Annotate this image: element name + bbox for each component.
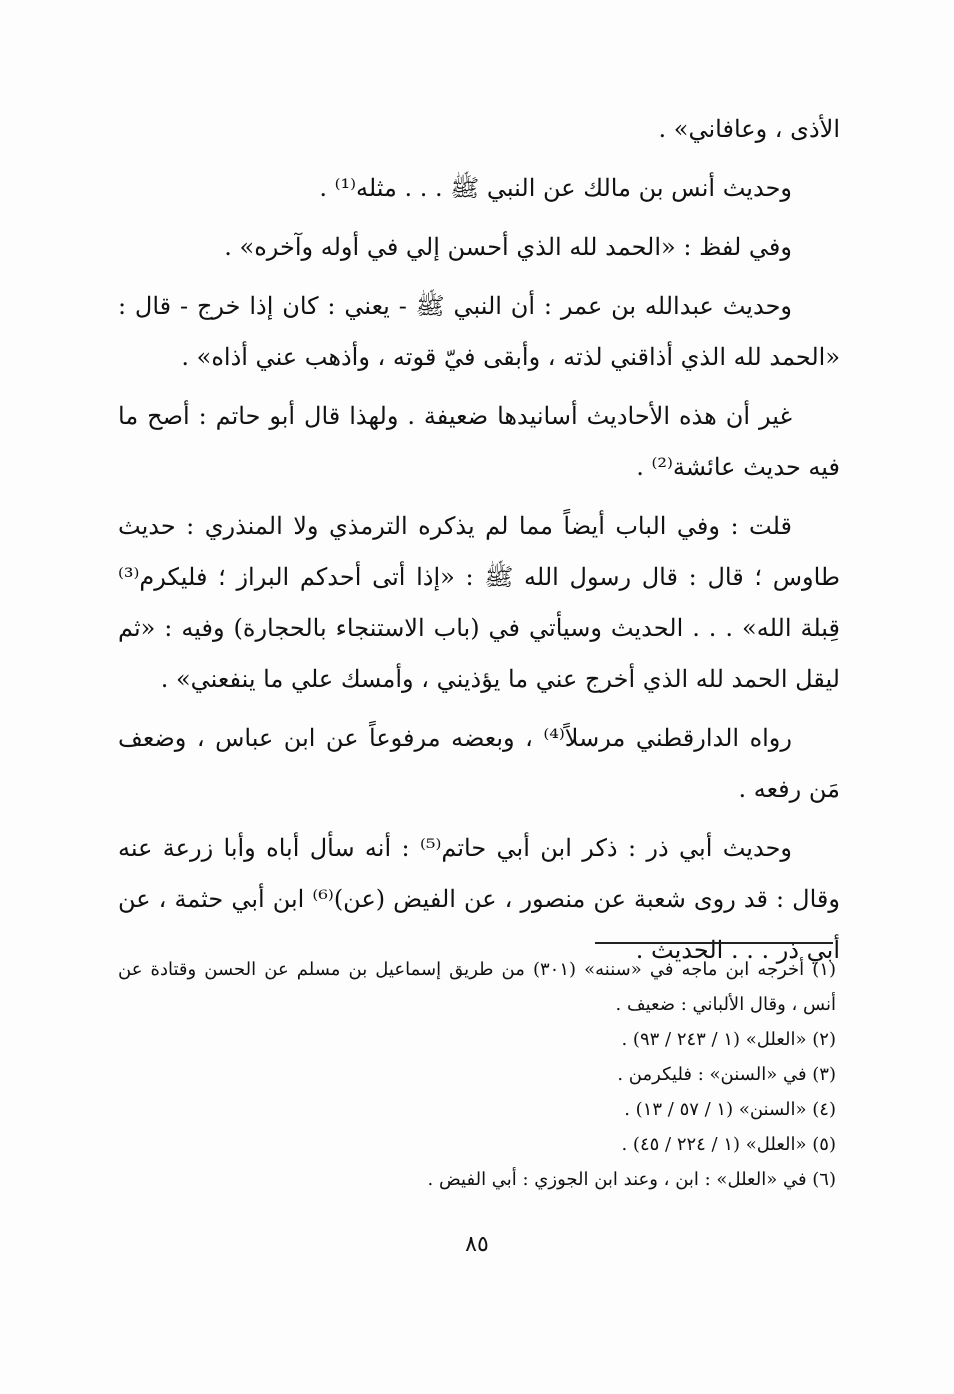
footnote-4: (٤) «السنن» (١ / ٥٧ / ١٣) . <box>624 1099 836 1120</box>
paragraph-daraqutni: رواه الدارقطني مرسلاً⁽⁴⁾ ، وبعضه مرفوعاً عن ابن عباس ، وضعف مَن رفعه . <box>118 724 840 803</box>
paragraph-abu-dharr-hadith: وحديث أبي ذر : ذكر ابن أبي حاتم⁽⁵⁾ : أنه سأل أباه وأبا زرعة عنه وقال : قد روى شعبة عن منصور ، عن الفيض (عن)⁽⁶⁾ ابن أبي حثمة ، عن أبي ذر . . . الحديث . <box>118 834 840 964</box>
footnote-3: (٣) في «السنن» : فليكرمن . <box>617 1064 836 1085</box>
paragraph-weak-chains: غير أن هذه الأحاديث أسانيدها ضعيفة . ولهذا قال أبو حاتم : أصح ما فيه حديث عائشة⁽²⁾ . <box>118 402 840 481</box>
paragraph-continuation: الأذى ، وعافاني» . <box>658 115 840 143</box>
paragraph-anas-hadith: وحديث أنس بن مالك عن النبي ﷺ . . . مثله⁽¹⁾ . <box>319 174 792 202</box>
footnote-6: (٦) في «العلل» : ابن ، وعند ابن الجوزي : أبي الفيض . <box>427 1169 836 1190</box>
paragraph-wording: وفي لفظ : «الحمد لله الذي أحسن إلي في أوله وآخره» . <box>224 233 792 261</box>
paragraph-ibn-umar-hadith: وحديث عبدالله بن عمر : أن النبي ﷺ - يعني : كان إذا خرج - قال : «الحمد لله الذي أذاقني لذته ، وأبقى فيّ قوته ، وأذهب عني أذاه» . <box>118 292 840 371</box>
paragraph-tawus-hadith: قلت : وفي الباب أيضاً مما لم يذكره الترمذي ولا المنذري : حديث طاوس ؛ قال : قال رسول الله ﷺ : «إذا أتى أحدكم البراز ؛ فليكرم⁽³⁾ قِبلة الله» . . . الحديث وسيأتي في (باب الاستنجاء بالحجارة) وفيه : «ثم ليقل الحمد لله الذي أخرج عني ما يؤذيني ، وأمسك علي ما ينفعني» . <box>118 512 840 693</box>
footnote-5: (٥) «العلل» (١ / ٢٢٤ / ٤٥) . <box>621 1134 836 1155</box>
page-number: ٨٥ <box>465 1232 489 1257</box>
main-text <box>118 104 840 984</box>
footnote-2: (٢) «العلل» (١ / ٢٤٣ / ٩٣) . <box>621 1029 836 1050</box>
footnotes <box>118 952 836 1197</box>
footnote-divider <box>595 942 833 944</box>
footnote-1: (١) أخرجه ابن ماجه في «سننه» (٣٠١) من طريق إسماعيل بن مسلم عن الحسن وقتادة عن أنس ، وقال الألباني : ضعيف . <box>118 959 836 1015</box>
